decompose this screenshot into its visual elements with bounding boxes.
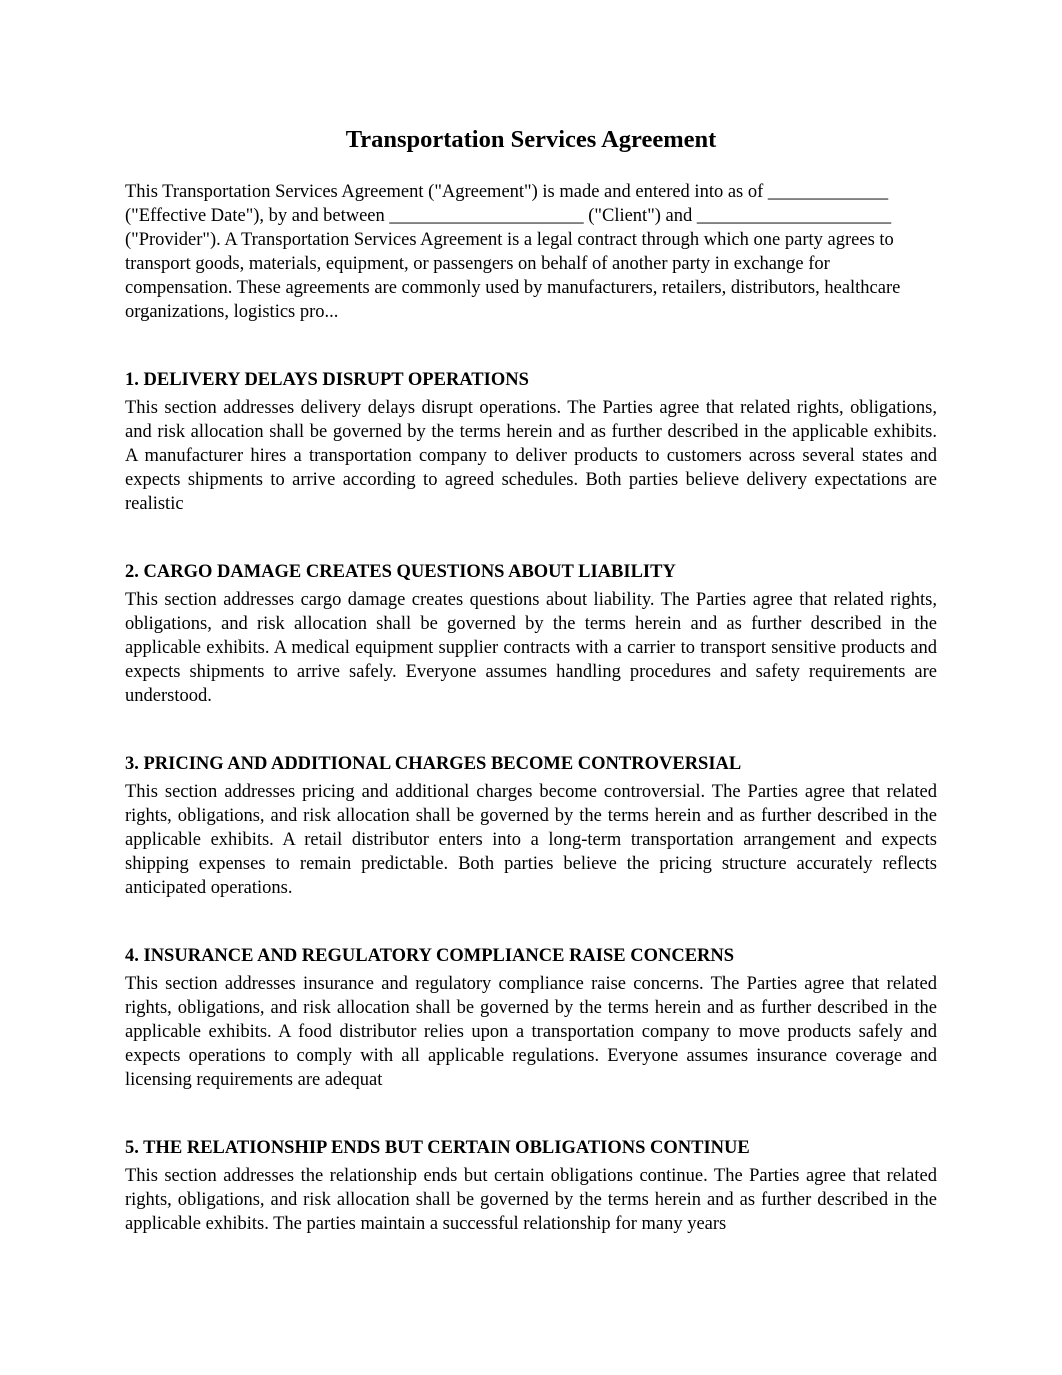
intro-paragraph: This Transportation Services Agreement ("Agreement") is made and entered into as of _____________ ("Effective Date"), by and between _____________________ ("Client") and _____________________ ("Provider"). A Transportation Services Agreement is a legal contract through which one party agrees to transport goods, materials, equipment, or passengers on behalf of another party in exchange for compensation. These agreements are commonly used by manufacturers, retailers, distributors, healthcare organizations, logistics pro... [125, 182, 901, 322]
section-body: This section addresses insurance and regulatory compliance raise concerns. The Parties agree that related rights, obligations, and risk allocation shall be governed by the terms herein and as further described in the applicable exhibits. A food distributor relies upon a transportation company to move products safely and expects operations to comply with all applicable regulations. Everyone assumes insurance coverage and licensing requirements are adequat [125, 974, 937, 1090]
section-heading: 5. THE RELATIONSHIP ENDS BUT CERTAIN OBLIGATIONS CONTINUE [125, 1138, 750, 1158]
section-heading: 2. CARGO DAMAGE CREATES QUESTIONS ABOUT LIABILITY [125, 562, 676, 582]
section-body: This section addresses the relationship ends but certain obligations continue. The Parties agree that related rights, obligations, and risk allocation shall be governed by the terms herein and as further described in the applicable exhibits. The parties maintain a successful relationship for many years [125, 1166, 937, 1234]
section-heading: 1. DELIVERY DELAYS DISRUPT OPERATIONS [125, 370, 529, 390]
document-title: Transportation Services Agreement [345, 126, 717, 153]
section-body: This section addresses pricing and additional charges become controversial. The Parties agree that related rights, obligations, and risk allocation shall be governed by the terms herein and as further described in the applicable exhibits. A retail distributor enters into a long-term transportation arrangement and expects shipping expenses to remain predictable. Both parties believe the pricing structure accurately reflects anticipated operations. [125, 782, 937, 898]
section-1 [125, 368, 937, 516]
section-heading: 4. INSURANCE AND REGULATORY COMPLIANCE RAISE CONCERNS [125, 946, 735, 966]
section-heading: 3. PRICING AND ADDITIONAL CHARGES BECOME CONTROVERSIAL [125, 754, 742, 774]
section-body: This section addresses delivery delays disrupt operations. The Parties agree that related rights, obligations, and risk allocation shall be governed by the terms herein and as further described in the applicable exhibits. A manufacturer hires a transportation company to deliver products to customers across several states and expects shipments to arrive according to agreed schedules. Both parties believe delivery expectations are realistic [125, 398, 937, 514]
section-body: This section addresses cargo damage creates questions about liability. The Parties agree that related rights, obligations, and risk allocation shall be governed by the terms herein and as further described in the applicable exhibits. A medical equipment supplier contracts with a carrier to transport sensitive products and expects shipments to arrive safely. Everyone assumes handling procedures and safety requirements are understood. [125, 590, 937, 706]
section-3 [125, 752, 937, 900]
section-5 [125, 1136, 937, 1236]
section-2 [125, 560, 937, 708]
section-4 [125, 944, 937, 1092]
document-content [125, 120, 937, 1236]
